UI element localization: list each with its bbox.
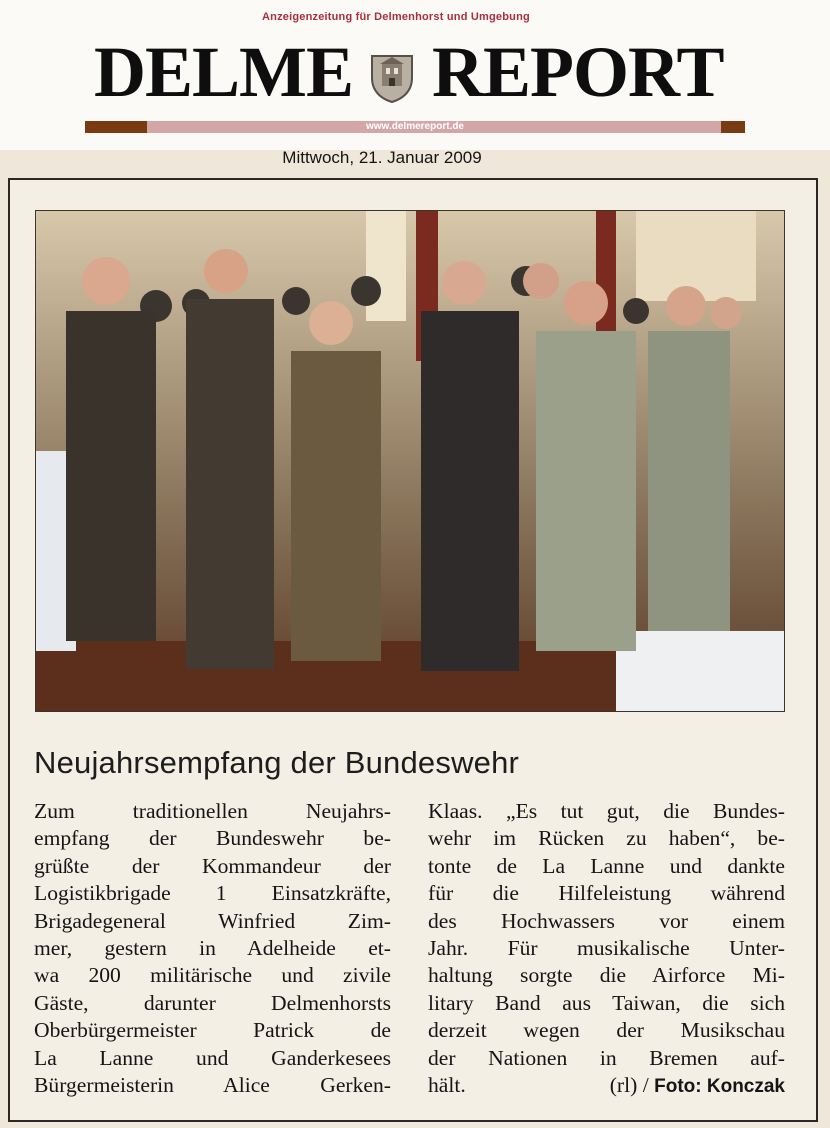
masthead: [0, 0, 830, 150]
body-line: der Nationen in Bremen auf-: [428, 1045, 785, 1070]
body-line-final: hält.: [428, 1072, 466, 1097]
body-line: grüßte der Kommandeur der: [34, 853, 391, 878]
brand-name-right: REPORT: [432, 32, 724, 112]
byline: [610, 1072, 785, 1099]
body-line: wehr im Rücken zu haben“, be-: [428, 826, 785, 851]
article-column-left: [34, 798, 391, 1099]
body-line: litary Band aus Taiwan, die sich: [428, 990, 785, 1015]
website-link[interactable]: www.delmereport.de: [366, 121, 464, 132]
body-line: mer, gestern in Adelheide et-: [34, 935, 391, 960]
publication-date: Mittwoch, 21. Januar 2009: [282, 148, 482, 167]
body-line: empfang der Bundeswehr be-: [34, 826, 391, 851]
article-clipping: [8, 178, 818, 1122]
body-line: tonte de La Lanne und dankte: [428, 853, 785, 878]
body-line: Brigadegeneral Winfried Zim-: [34, 908, 391, 933]
author-initials: (rl) /: [609, 1072, 649, 1097]
body-line: des Hochwassers vor einem: [428, 908, 785, 933]
body-line: Gäste, darunter Delmenhorsts: [34, 990, 391, 1015]
body-line: wa 200 militärische und zivile: [34, 963, 391, 988]
brand-name-left: DELME: [94, 32, 354, 112]
body-line: Logistikbrigade 1 Einsatzkräfte,: [34, 881, 391, 906]
body-line: Bürgermeisterin Alice Gerken-: [34, 1072, 391, 1097]
article-footer: [428, 1072, 785, 1099]
body-line: für die Hilfeleistung während: [428, 881, 785, 906]
body-line: Jahr. Für musikalische Unter-: [428, 935, 785, 960]
city-crest-icon: [368, 52, 416, 104]
body-line: Zum traditionellen Neujahrs-: [34, 799, 391, 823]
body-line: La Lanne und Ganderkesees: [34, 1045, 391, 1070]
body-line: Oberbürgermeister Patrick de: [34, 1018, 391, 1043]
body-line: derzeit wegen der Musikschau: [428, 1018, 785, 1043]
photo-credit: Foto: Konczak: [654, 1075, 785, 1097]
article-headline: Neujahrsempfang der Bundeswehr: [34, 745, 520, 780]
body-line: haltung sorgte die Airforce Mi-: [428, 963, 785, 988]
event-photo: [35, 210, 785, 712]
tagline: Anzeigenzeitung für Delmenhorst und Umgebung: [262, 11, 530, 23]
article-column-right: [428, 798, 785, 1099]
masthead-rule: [85, 121, 745, 133]
body-line: Klaas. „Es tut gut, die Bundes-: [428, 799, 785, 823]
